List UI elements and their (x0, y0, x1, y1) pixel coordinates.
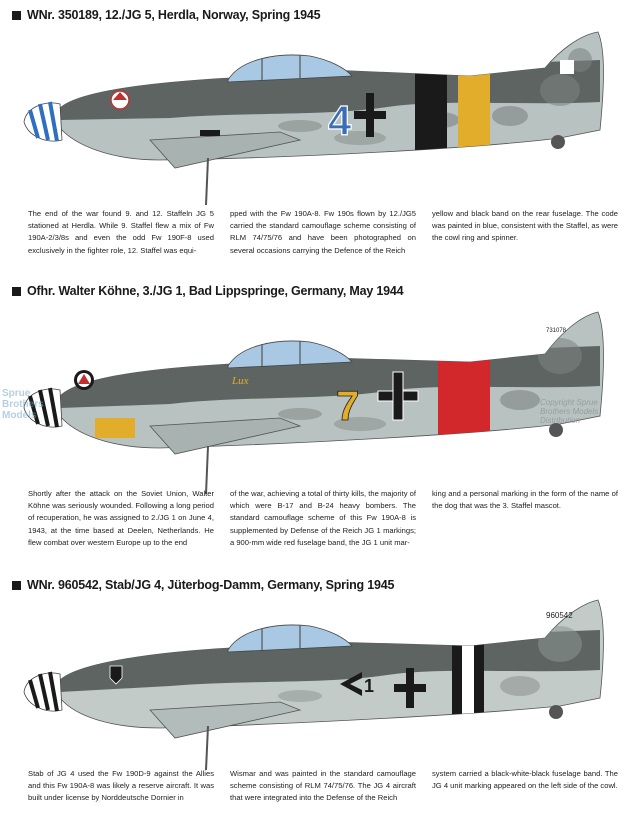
paragraph-column-1: Stab of JG 4 used the Fw 190D-9 against the Allies and this Fw 190A-8 was likely a reserve aircraft. It was built under license by Norddeutsche Dornier in (28, 769, 214, 803)
profile-text-columns (28, 488, 620, 549)
fuselage-code: 4 (328, 97, 352, 144)
profile-section-2 (0, 278, 638, 558)
aircraft-profile-illustration (0, 20, 638, 220)
profile-section-3 (0, 572, 638, 822)
paragraph-column-3: yellow and black band on the rear fuselage. The code was painted in blue, consistent with the Staffel, as were the cowl ring and spinner. (432, 209, 619, 243)
profile-title-text: WNr. 960542, Stab/JG 4, Jüterbog-Damm, Germany, Spring 1945 (27, 578, 395, 592)
paragraph-column-1: The end of the war found 9. and 12. Staffeln JG 5 stationed at Herdla. While 9. Staffel flew a mix of Fw 190A-2/3/8s and even the odd Fw 190F-8 used exclusively in the fighter role, 12. Staffel was equi- (28, 209, 214, 255)
paragraph-column-1: Shortly after the attack on the Soviet Union, Walter Köhne was seriously wounded. Following a long period of recuperation, he was assigned to 2./JG 1 on June 4, 1943, at the time based at Deelen, Netherlands. He flew combat over western Europe up to the end (28, 489, 214, 547)
paragraph-column-2: Wismar and was painted in the standard camouflage scheme consisting of RLM 74/75/76. The JG 4 aircraft that were integrated into the Defense of the Reich (230, 769, 416, 803)
profile-text-columns (28, 768, 620, 805)
watermark-right: Copyright Sprue Brothers Models Distribution (540, 398, 599, 425)
profile-title-text: Ofhr. Walter Köhne, 3./JG 1, Bad Lippspringe, Germany, May 1944 (27, 284, 404, 298)
tail-number: 731078 (546, 328, 567, 334)
profile-title-text: WNr. 350189, 12./JG 5, Herdla, Norway, Spring 1945 (27, 8, 321, 22)
paragraph-column-3: king and a personal marking in the form of the name of the dog that was the 3. Staffel mascot. (432, 489, 618, 511)
fuselage-code: 7 (336, 382, 360, 429)
paragraph-column-2: of the war, achieving a total of thirty kills, the majority of which were B-17 and B-24 heavy bombers. The standard camouflage scheme of this Fw 190A-8 is supplemented by Defense of the Reich JG 1 markings; a 900-mm wide red fuselage band, the JG 1 unit mar- (230, 489, 416, 547)
profile-text-columns (28, 208, 620, 257)
fuselage-code: 1 (364, 676, 375, 696)
tail-number: 960542 (546, 611, 573, 620)
bullet-square-icon (12, 11, 21, 20)
aircraft-profile-illustration (0, 296, 638, 496)
aircraft-profile-illustration (0, 588, 638, 778)
paragraph-column-2: pped with the Fw 190A-8. Fw 190s flown by 12./JG5 carried the standard camouflage scheme consisting of RLM 74/75/76 and have been photographed on several occasions carrying the Defence of the Reich (230, 209, 416, 255)
svg-text:Lux: Lux (232, 375, 249, 387)
bullet-square-icon (12, 287, 21, 296)
profile-section-1 (0, 0, 638, 270)
paragraph-column-3: system carried a black-white-black fuselage band. The JG 4 unit marking appeared on the left side of the cowl. (432, 769, 618, 791)
watermark-left: Sprue Brothers Models (2, 388, 44, 421)
